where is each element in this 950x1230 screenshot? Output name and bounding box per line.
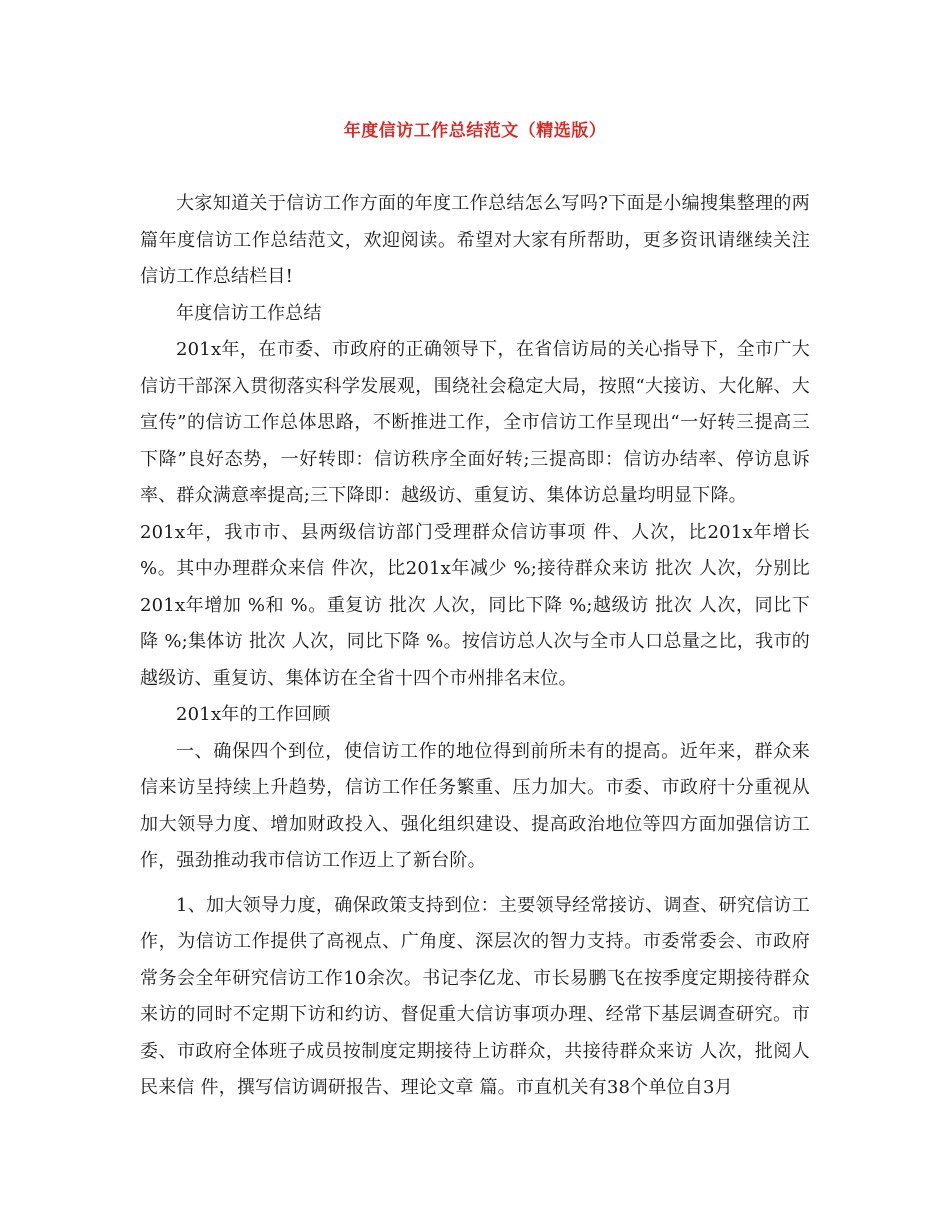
section-heading: 年度信访工作总结 bbox=[176, 302, 322, 324]
body-paragraph: 1、加大领导力度，确保政策支持到位：主要领导经常接访、调查、研究信访工作，为信访工作提供了高视点、广角度、深层次的智力支持。市委常委会、市政府常务会全年研究信访工作10余次。书记李亿龙、市长易鹏飞在按季度定期接待群众来访的同时不定期下访和约访、督促重大信访事项办理、经常下基层调查研究。市委、市政府全体班子成员按制度定期接待上访群众，共接待群众来访 人次，批阅人民来信 件，撰写信访调研报告、理论文章 篇。市直机关有38个单位自3月 bbox=[140, 894, 810, 1098]
intro-paragraph: 大家知道关于信访工作方面的年度工作总结怎么写吗?下面是小编搜集整理的两篇年度信访工作总结范文，欢迎阅读。希望对大家有所帮助，更多资讯请继续关注信访工作总结栏目! bbox=[140, 193, 810, 287]
body-paragraph: 一、确保四个到位，使信访工作的地位得到前所未有的提高。近年来，群众来信来访呈持续上升趋势，信访工作任务繁重、压力加大。市委、市政府十分重视从加大领导力度、增加财政投入、强化组织建设、提高政治地位等四方面加强信访工作，强劲推动我市信访工作迈上了新台阶。 bbox=[140, 740, 810, 871]
body-paragraph: 201x年，在市委、市政府的正确领导下，在省信访局的关心指导下，全市广大信访干部深入贯彻落实科学发展观，围绕社会稳定大局，按照“大接访、大化解、大宣传”的信访工作总体思路，不断推进工作，全市信访工作呈现出“一好转三提高三下降”良好态势，一好转即：信访秩序全面好转;三提高即：信访办结率、停访息诉率、群众满意率提高;三下降即：越级访、重复访、集体访总量均明显下降。 bbox=[140, 339, 810, 506]
document-title: 年度信访工作总结范文（精选版） bbox=[343, 121, 607, 141]
body-paragraph: 201x年，我市市、县两级信访部门受理群众信访事项 件、人次，比201x年增长 %。其中办理群众来信 件次，比201x年减少 %;接待群众来访 批次 人次，分别比201x年增加 %和 %。重复访 批次 人次，同比下降 %;越级访 批次 人次，同比下降 %;集体访 批次 人次，同比下降 %。按信访总人次与全市人口总量之比，我市的越级访、重复访、集体访在全省十四个市州排名末位。 bbox=[140, 521, 810, 689]
section-heading: 201x年的工作回顾 bbox=[176, 704, 331, 725]
